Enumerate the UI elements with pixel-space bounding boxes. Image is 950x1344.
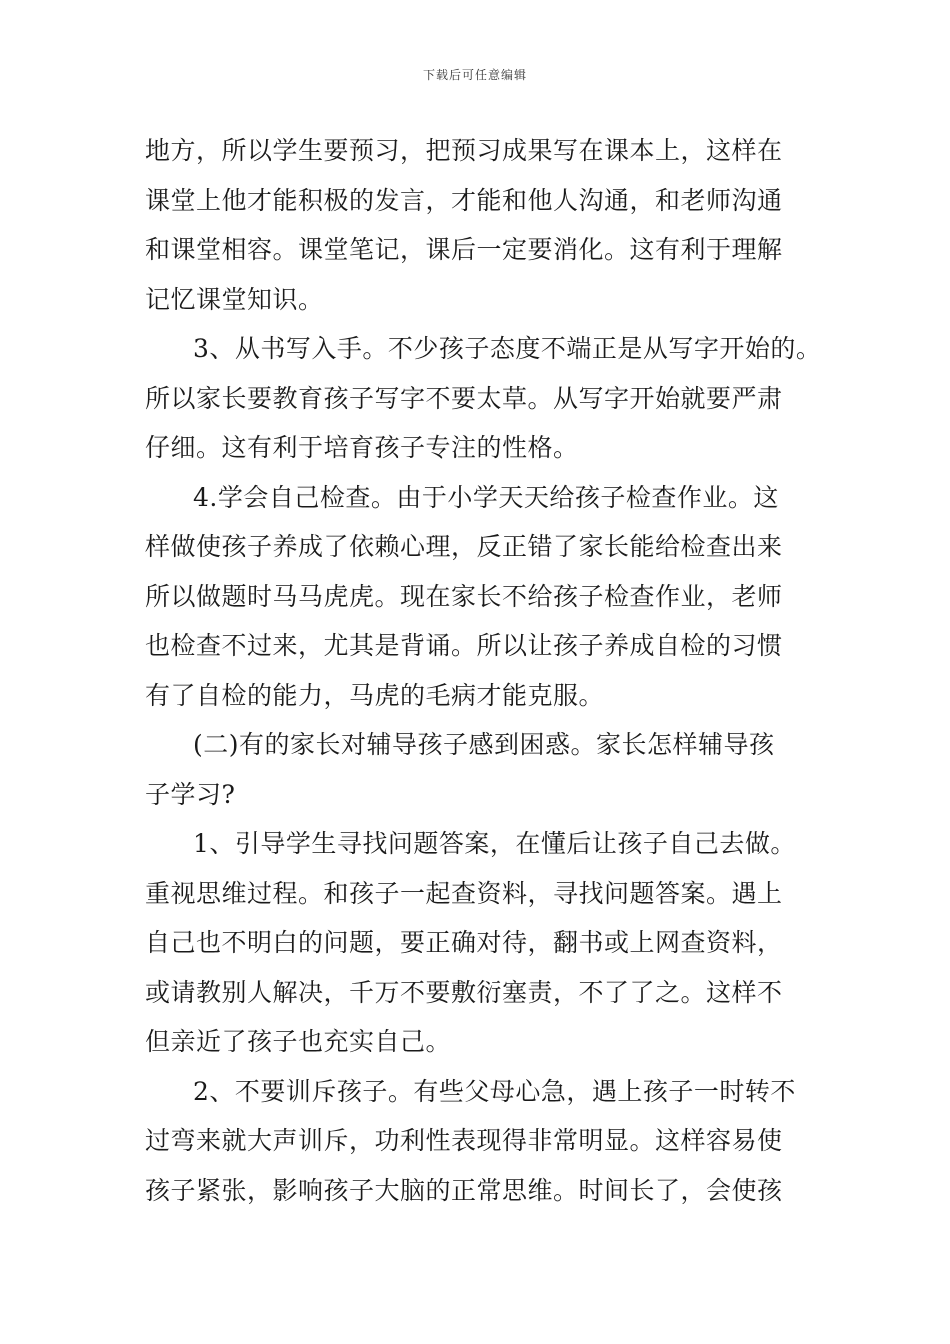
paragraph-start-line: 2、不要训斥孩子。有些父母心急，遇上孩子一时转不 <box>193 1076 796 1106</box>
text-line: 和课堂相容。课堂笔记，课后一定要消化。这有利于理解 <box>145 235 783 264</box>
text-line: 所以做题时马马虎虎。现在家长不给孩子检查作业，老师 <box>145 581 783 611</box>
paragraph-start-line: 3、从书写入手。不少孩子态度不端正是从写字开始的。 <box>193 334 822 363</box>
text-line: 过弯来就大声训斥，功利性表现得非常明显。这样容易使 <box>145 1126 783 1155</box>
paragraph-start-line: 4.学会自己检查。由于小学天天给孩子检查作业。这 <box>193 482 779 512</box>
text-line: 重视思维过程。和孩子一起查资料，寻找问题答案。遇上 <box>145 878 783 908</box>
text-line: 所以家长要教育孩子写字不要太草。从写字开始就要严肃 <box>145 383 783 413</box>
text-line: 孩子紧张，影响孩子大脑的正常思维。时间长了，会使孩 <box>145 1175 783 1205</box>
text-line: 或请教别人解决，千万不要敷衍塞责，不了了之。这样不 <box>145 977 783 1007</box>
text-line: 子学习? <box>145 779 236 809</box>
section-heading-line: (二)有的家长对辅导孩子感到困惑。家长怎样辅导孩 <box>193 730 775 759</box>
text-line: 记忆课堂知识。 <box>145 284 324 314</box>
text-line: 仔细。这有利于培育孩子专注的性格。 <box>145 433 579 462</box>
text-line: 自己也不明白的问题，要正确对待，翻书或上网查资料， <box>145 928 783 957</box>
document-body <box>145 126 822 1215</box>
text-line: 有了自检的能力，马虎的毛病才能克服。 <box>145 680 605 710</box>
text-line: 但亲近了孩子也充实自己。 <box>145 1027 452 1056</box>
paragraph-start-line: 1、引导学生寻找问题答案，在懂后让孩子自己去做。 <box>193 829 796 858</box>
text-line: 地方，所以学生要预习，把预习成果写在课本上，这样在 <box>145 136 783 165</box>
text-line: 样做使孩子养成了依赖心理，反正错了家长能给检查出来 <box>145 532 783 561</box>
page-header-note: 下载后可任意编辑 <box>422 68 527 82</box>
text-line: 课堂上他才能积极的发言，才能和他人沟通，和老师沟通 <box>145 185 783 215</box>
text-line: 也检查不过来，尤其是背诵。所以让孩子养成自检的习惯 <box>145 631 783 660</box>
